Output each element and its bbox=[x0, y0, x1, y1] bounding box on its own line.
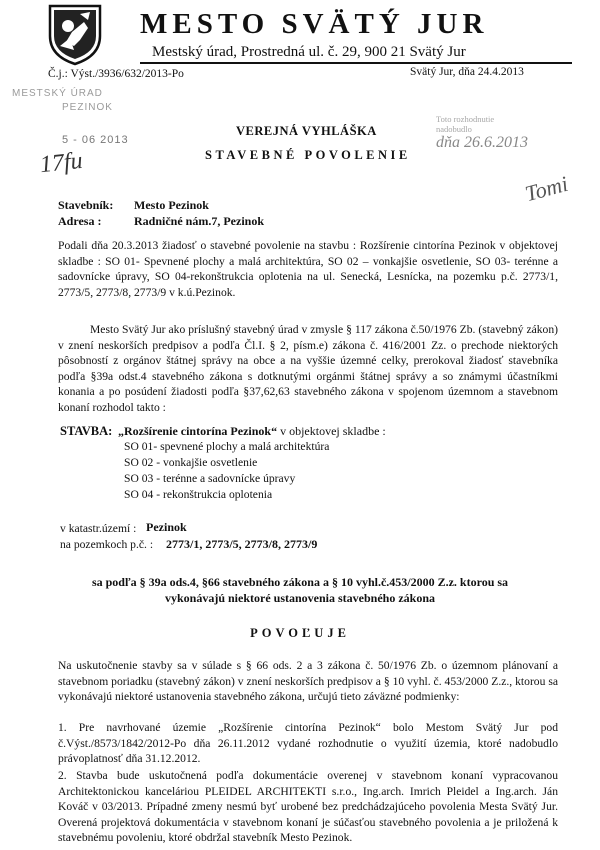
validity-line-1: Toto rozhodnutie bbox=[436, 114, 495, 124]
application-paragraph: Podali dňa 20.3.2013 žiadosť o stavebné povolenie na stavbu : Rozšírenie cintorína Pezinok v objektovej skladbe : SO 01- Spevnené plochy a malá architektúra, SO 02 – vonkajšie osvetlenie, SO 03- terénne a sadovnícke úpravy, SO 04-rekonštrukcia oplotenia na ul. Senecká, Lesnícka, na pozemku p.č. 2773/1, 2773/5, 2773/8, 2773/9 v k.ú.Pezinok. bbox=[58, 239, 558, 299]
stamp-line-2: PEZINOK bbox=[62, 102, 113, 113]
object-item: SO 03 - terénne a sadovnícke úpravy bbox=[124, 472, 296, 485]
cadastre-value: Pezinok bbox=[146, 520, 187, 534]
condition-1: 1. Pre navrhované územie „Rozšírenie cintorína Pezinok“ bolo Mestom Svätý Jur pod č.Výst./8573/1842/2012-Po dňa 26.11.2012 vydané rozhodnutie o využití územia, ktoré nadobudlo právoplatnosť dňa 31.12.2012. bbox=[58, 721, 558, 766]
decision-intro: Na uskutočnenie stavby sa v súlade s § 66 ods. 2 a 3 zákona č. 50/1976 Zb. o územnom plánovaní a stavebnom poriadku (stavebný zákon) v znení neskorších predpisov a § 10 vyhl. č. 453/2000 Z.z., ktorou sa vykonávajú niektoré ustanovenia stavebného zákona, určujú tieto záväzné podmienky: bbox=[58, 659, 558, 704]
stavba-label: STAVBA: bbox=[60, 424, 113, 438]
legal-basis-line-2: vykonávajú niektoré ustanovenia stavebného zákona bbox=[164, 591, 436, 605]
stamp-date: 5 - 06 2013 bbox=[62, 134, 129, 146]
object-item: SO 04 - rekonštrukcia oplotenia bbox=[124, 488, 273, 501]
address-value: Radničné nám.7, Pezinok bbox=[134, 214, 265, 228]
parcels-value: 2773/1, 2773/5, 2773/8, 2773/9 bbox=[166, 537, 318, 551]
object-item: SO 02 - vonkajšie osvetlenie bbox=[124, 456, 258, 469]
handwritten-signature: Tomi bbox=[522, 170, 571, 207]
coat-of-arms-logo bbox=[44, 2, 106, 66]
validity-stamp bbox=[436, 114, 556, 170]
reference-number: Č.j.: Výst./3936/632/2013-Po bbox=[48, 68, 184, 80]
notice-title: VEREJNÁ VYHLÁŠKA bbox=[236, 124, 377, 138]
stamp-line-1: MESTSKÝ ÚRAD bbox=[12, 88, 103, 99]
validity-line-2: nadobudlo bbox=[436, 124, 472, 134]
decision-heading: POVOĽUJE bbox=[250, 626, 350, 640]
address-label: Adresa : bbox=[58, 214, 102, 228]
legal-basis-line-1: sa podľa § 39a ods.4, §66 stavebného zákona a § 10 vyhl.č.453/2000 Z.z. ktorou sa bbox=[91, 575, 509, 589]
stavba-name: „Rozšírenie cintorína Pezinok“ bbox=[118, 424, 278, 438]
object-item: SO 01- spevnené plochy a malá architektúra bbox=[124, 440, 330, 453]
stavba-heading bbox=[118, 424, 386, 439]
office-address: Mestský úrad, Prostredná ul. č. 29, 900 21 Svätý Jur bbox=[152, 44, 466, 60]
stavba-suffix: v objektovej skladbe : bbox=[277, 424, 386, 438]
place-date: Svätý Jur, dňa 24.4.2013 bbox=[410, 66, 524, 78]
received-stamp bbox=[2, 86, 158, 146]
builder-value: Mesto Pezinok bbox=[134, 198, 209, 212]
condition-2: 2. Stavba bude uskutočnená podľa dokumentácie overenej v stavebnom konaní vypracovanou Architektonickou kanceláriou PLEIDEL ARCHITEKTI s.r.o., Ing.arch. Imrich Pleidel a Ing.arch. Ján Kováč v 03/2013. Prípadné zmeny nesmú byť urobené bez predchádzajúceho povolenia Mesta Svätý Jur. Overená projektová dokumentácia v stavebnom konaní je súčasťou stavebného povolenia a je priložená k stavebnému povoleniu, ktoré obdržal stavebník Mesto Pezinok. bbox=[58, 769, 558, 845]
document-title: STAVEBNÉ POVOLENIE bbox=[205, 148, 411, 162]
header-divider bbox=[140, 62, 572, 64]
authority-paragraph: Mesto Svätý Jur ako príslušný stavebný úrad v zmysle § 117 zákona č.50/1976 Zb. (stavebný zákon) v znení neskorších predpisov a podľa Čl.I. § 2, písm.e) zákona č. 416/2001 Zz. o prechode niektorých pôsobností z orgánov štátnej správy na obce a na vyššie územné celky, prerokoval žiadosť stavebníka podľa §39a odst.4 stavebného zákona s dotknutými orgánmi štátnej správy a so známymi účastníkmi konania a po posúdení žiadosti podľa §37,62,63 stavebného zákona v spojenom územnom a stavebnom konaní rozhodol takto : bbox=[58, 323, 558, 414]
handwritten-initials: 17fu bbox=[38, 147, 84, 179]
builder-label: Stavebník: bbox=[58, 198, 114, 212]
parcels-label: na pozemkoch p.č. : bbox=[60, 538, 154, 551]
city-name-heading: MESTO SVÄTÝ JUR bbox=[140, 8, 489, 40]
cadastre-label: v katastr.území : bbox=[60, 522, 137, 535]
validity-date: dňa 26.6.2013 bbox=[436, 134, 528, 151]
